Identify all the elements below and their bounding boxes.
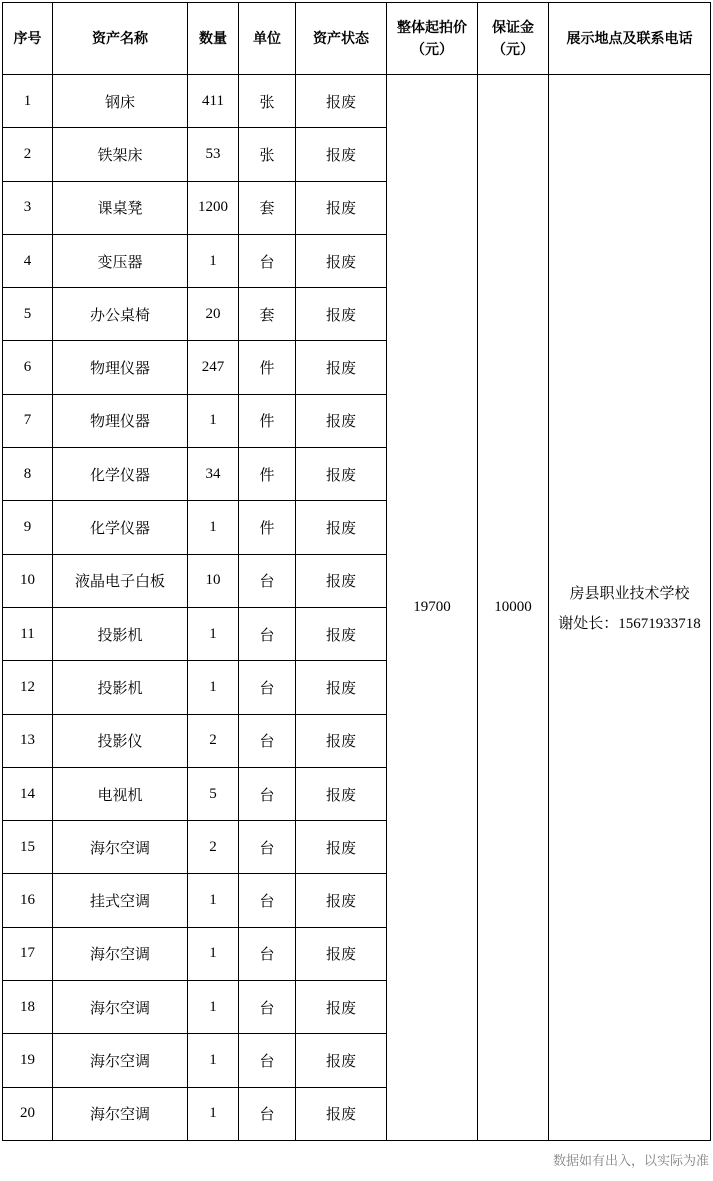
cell-asset-name: 投影机 xyxy=(53,661,188,714)
col-header-label: 资产名称 xyxy=(92,29,148,46)
col-header-unit xyxy=(239,3,296,75)
cell-asset-status: 报废 xyxy=(296,181,387,234)
cell-unit: 台 xyxy=(239,981,296,1034)
cell-asset-name: 投影仪 xyxy=(53,714,188,767)
cell-asset-status: 报废 xyxy=(296,288,387,341)
cell-serial-no: 11 xyxy=(3,607,53,660)
cell-unit: 套 xyxy=(239,288,296,341)
cell-asset-status: 报废 xyxy=(296,501,387,554)
cell-quantity: 1 xyxy=(188,234,239,287)
cell-asset-name: 变压器 xyxy=(53,234,188,287)
table-row xyxy=(3,75,711,128)
cell-serial-no: 2 xyxy=(3,128,53,181)
cell-unit: 台 xyxy=(239,1087,296,1140)
cell-asset-name: 化学仪器 xyxy=(53,448,188,501)
cell-unit: 台 xyxy=(239,927,296,980)
cell-asset-name: 挂式空调 xyxy=(53,874,188,927)
cell-asset-status: 报废 xyxy=(296,661,387,714)
cell-serial-no: 14 xyxy=(3,767,53,820)
col-header-asset-status xyxy=(296,3,387,75)
cell-quantity: 247 xyxy=(188,341,239,394)
cell-serial-no: 15 xyxy=(3,821,53,874)
cell-unit: 台 xyxy=(239,767,296,820)
cell-quantity: 53 xyxy=(188,128,239,181)
col-header-asset-name xyxy=(53,3,188,75)
cell-quantity: 20 xyxy=(188,288,239,341)
cell-asset-status: 报废 xyxy=(296,1034,387,1087)
cell-quantity: 1 xyxy=(188,981,239,1034)
cell-asset-name: 课桌凳 xyxy=(53,181,188,234)
cell-serial-no: 1 xyxy=(3,75,53,128)
asset-auction-table xyxy=(2,2,711,1141)
cell-quantity: 1 xyxy=(188,394,239,447)
cell-asset-status: 报废 xyxy=(296,394,387,447)
cell-serial-no: 20 xyxy=(3,1087,53,1140)
cell-serial-no: 3 xyxy=(3,181,53,234)
cell-quantity: 1 xyxy=(188,927,239,980)
cell-unit: 件 xyxy=(239,501,296,554)
cell-asset-name: 钢床 xyxy=(53,75,188,128)
cell-unit: 台 xyxy=(239,234,296,287)
cell-quantity: 1 xyxy=(188,501,239,554)
col-header-label: 保证金 xyxy=(492,18,534,35)
cell-quantity: 1 xyxy=(188,874,239,927)
cell-unit: 台 xyxy=(239,607,296,660)
contact-phone: 谢处长：15671933718 xyxy=(558,615,701,632)
col-header-deposit xyxy=(478,3,549,75)
cell-asset-status: 报废 xyxy=(296,767,387,820)
cell-unit: 件 xyxy=(239,341,296,394)
cell-serial-no: 12 xyxy=(3,661,53,714)
col-header-label: 序号 xyxy=(13,29,42,46)
cell-quantity: 1200 xyxy=(188,181,239,234)
col-header-label: 单位 xyxy=(253,29,281,46)
cell-unit: 件 xyxy=(239,394,296,447)
cell-asset-status: 报废 xyxy=(296,607,387,660)
cell-quantity: 1 xyxy=(188,661,239,714)
footer-disclaimer: 数据如有出入，以实际为准 xyxy=(552,1153,709,1168)
cell-asset-name: 铁架床 xyxy=(53,128,188,181)
cell-asset-name: 物理仪器 xyxy=(53,394,188,447)
location-name: 房县职业技术学校 xyxy=(569,585,690,602)
col-header-no xyxy=(3,3,53,75)
cell-asset-status: 报废 xyxy=(296,341,387,394)
cell-serial-no: 6 xyxy=(3,341,53,394)
cell-asset-name: 办公桌椅 xyxy=(53,288,188,341)
col-header-sublabel: （元） xyxy=(492,40,534,57)
cell-asset-name: 投影机 xyxy=(53,607,188,660)
cell-asset-status: 报废 xyxy=(296,821,387,874)
header-row xyxy=(3,3,711,75)
cell-unit: 台 xyxy=(239,821,296,874)
cell-asset-name: 电视机 xyxy=(53,767,188,820)
cell-quantity: 2 xyxy=(188,714,239,767)
cell-serial-no: 18 xyxy=(3,981,53,1034)
cell-asset-name: 海尔空调 xyxy=(53,1034,188,1087)
cell-unit: 张 xyxy=(239,75,296,128)
cell-quantity: 2 xyxy=(188,821,239,874)
cell-asset-name: 海尔空调 xyxy=(53,1087,188,1140)
cell-quantity: 1 xyxy=(188,1087,239,1140)
col-header-sublabel: （元） xyxy=(411,40,453,57)
cell-serial-no: 7 xyxy=(3,394,53,447)
cell-start-price: 19700 xyxy=(387,75,478,1141)
col-header-label: 资产状态 xyxy=(313,29,369,46)
cell-unit: 台 xyxy=(239,661,296,714)
cell-unit: 台 xyxy=(239,874,296,927)
cell-quantity: 10 xyxy=(188,554,239,607)
cell-asset-status: 报废 xyxy=(296,448,387,501)
col-header-quantity xyxy=(188,3,239,75)
cell-unit: 张 xyxy=(239,128,296,181)
cell-asset-status: 报废 xyxy=(296,874,387,927)
col-header-label: 整体起拍价 xyxy=(397,18,467,35)
cell-serial-no: 17 xyxy=(3,927,53,980)
cell-asset-status: 报废 xyxy=(296,128,387,181)
cell-location-contact xyxy=(549,75,711,1141)
cell-asset-status: 报废 xyxy=(296,1087,387,1140)
cell-serial-no: 4 xyxy=(3,234,53,287)
cell-serial-no: 19 xyxy=(3,1034,53,1087)
cell-asset-status: 报废 xyxy=(296,75,387,128)
cell-quantity: 1 xyxy=(188,607,239,660)
cell-serial-no: 8 xyxy=(3,448,53,501)
cell-asset-status: 报废 xyxy=(296,981,387,1034)
cell-serial-no: 5 xyxy=(3,288,53,341)
cell-unit: 台 xyxy=(239,714,296,767)
cell-serial-no: 13 xyxy=(3,714,53,767)
cell-asset-status: 报废 xyxy=(296,927,387,980)
cell-asset-name: 液晶电子白板 xyxy=(53,554,188,607)
cell-asset-name: 海尔空调 xyxy=(53,927,188,980)
cell-unit: 套 xyxy=(239,181,296,234)
col-header-start-price xyxy=(387,3,478,75)
cell-asset-status: 报废 xyxy=(296,714,387,767)
cell-unit: 件 xyxy=(239,448,296,501)
cell-unit: 台 xyxy=(239,1034,296,1087)
cell-quantity: 1 xyxy=(188,1034,239,1087)
cell-quantity: 34 xyxy=(188,448,239,501)
cell-asset-name: 物理仪器 xyxy=(53,341,188,394)
cell-serial-no: 9 xyxy=(3,501,53,554)
cell-serial-no: 10 xyxy=(3,554,53,607)
cell-unit: 台 xyxy=(239,554,296,607)
col-header-label: 数量 xyxy=(199,29,227,46)
cell-asset-name: 海尔空调 xyxy=(53,981,188,1034)
cell-deposit: 10000 xyxy=(478,75,549,1141)
col-header-location-contact xyxy=(549,3,711,75)
cell-serial-no: 16 xyxy=(3,874,53,927)
col-header-label: 展示地点及联系电话 xyxy=(566,29,693,46)
cell-asset-status: 报废 xyxy=(296,234,387,287)
cell-asset-name: 海尔空调 xyxy=(53,821,188,874)
cell-quantity: 411 xyxy=(188,75,239,128)
cell-asset-name: 化学仪器 xyxy=(53,501,188,554)
cell-quantity: 5 xyxy=(188,767,239,820)
cell-asset-status: 报废 xyxy=(296,554,387,607)
